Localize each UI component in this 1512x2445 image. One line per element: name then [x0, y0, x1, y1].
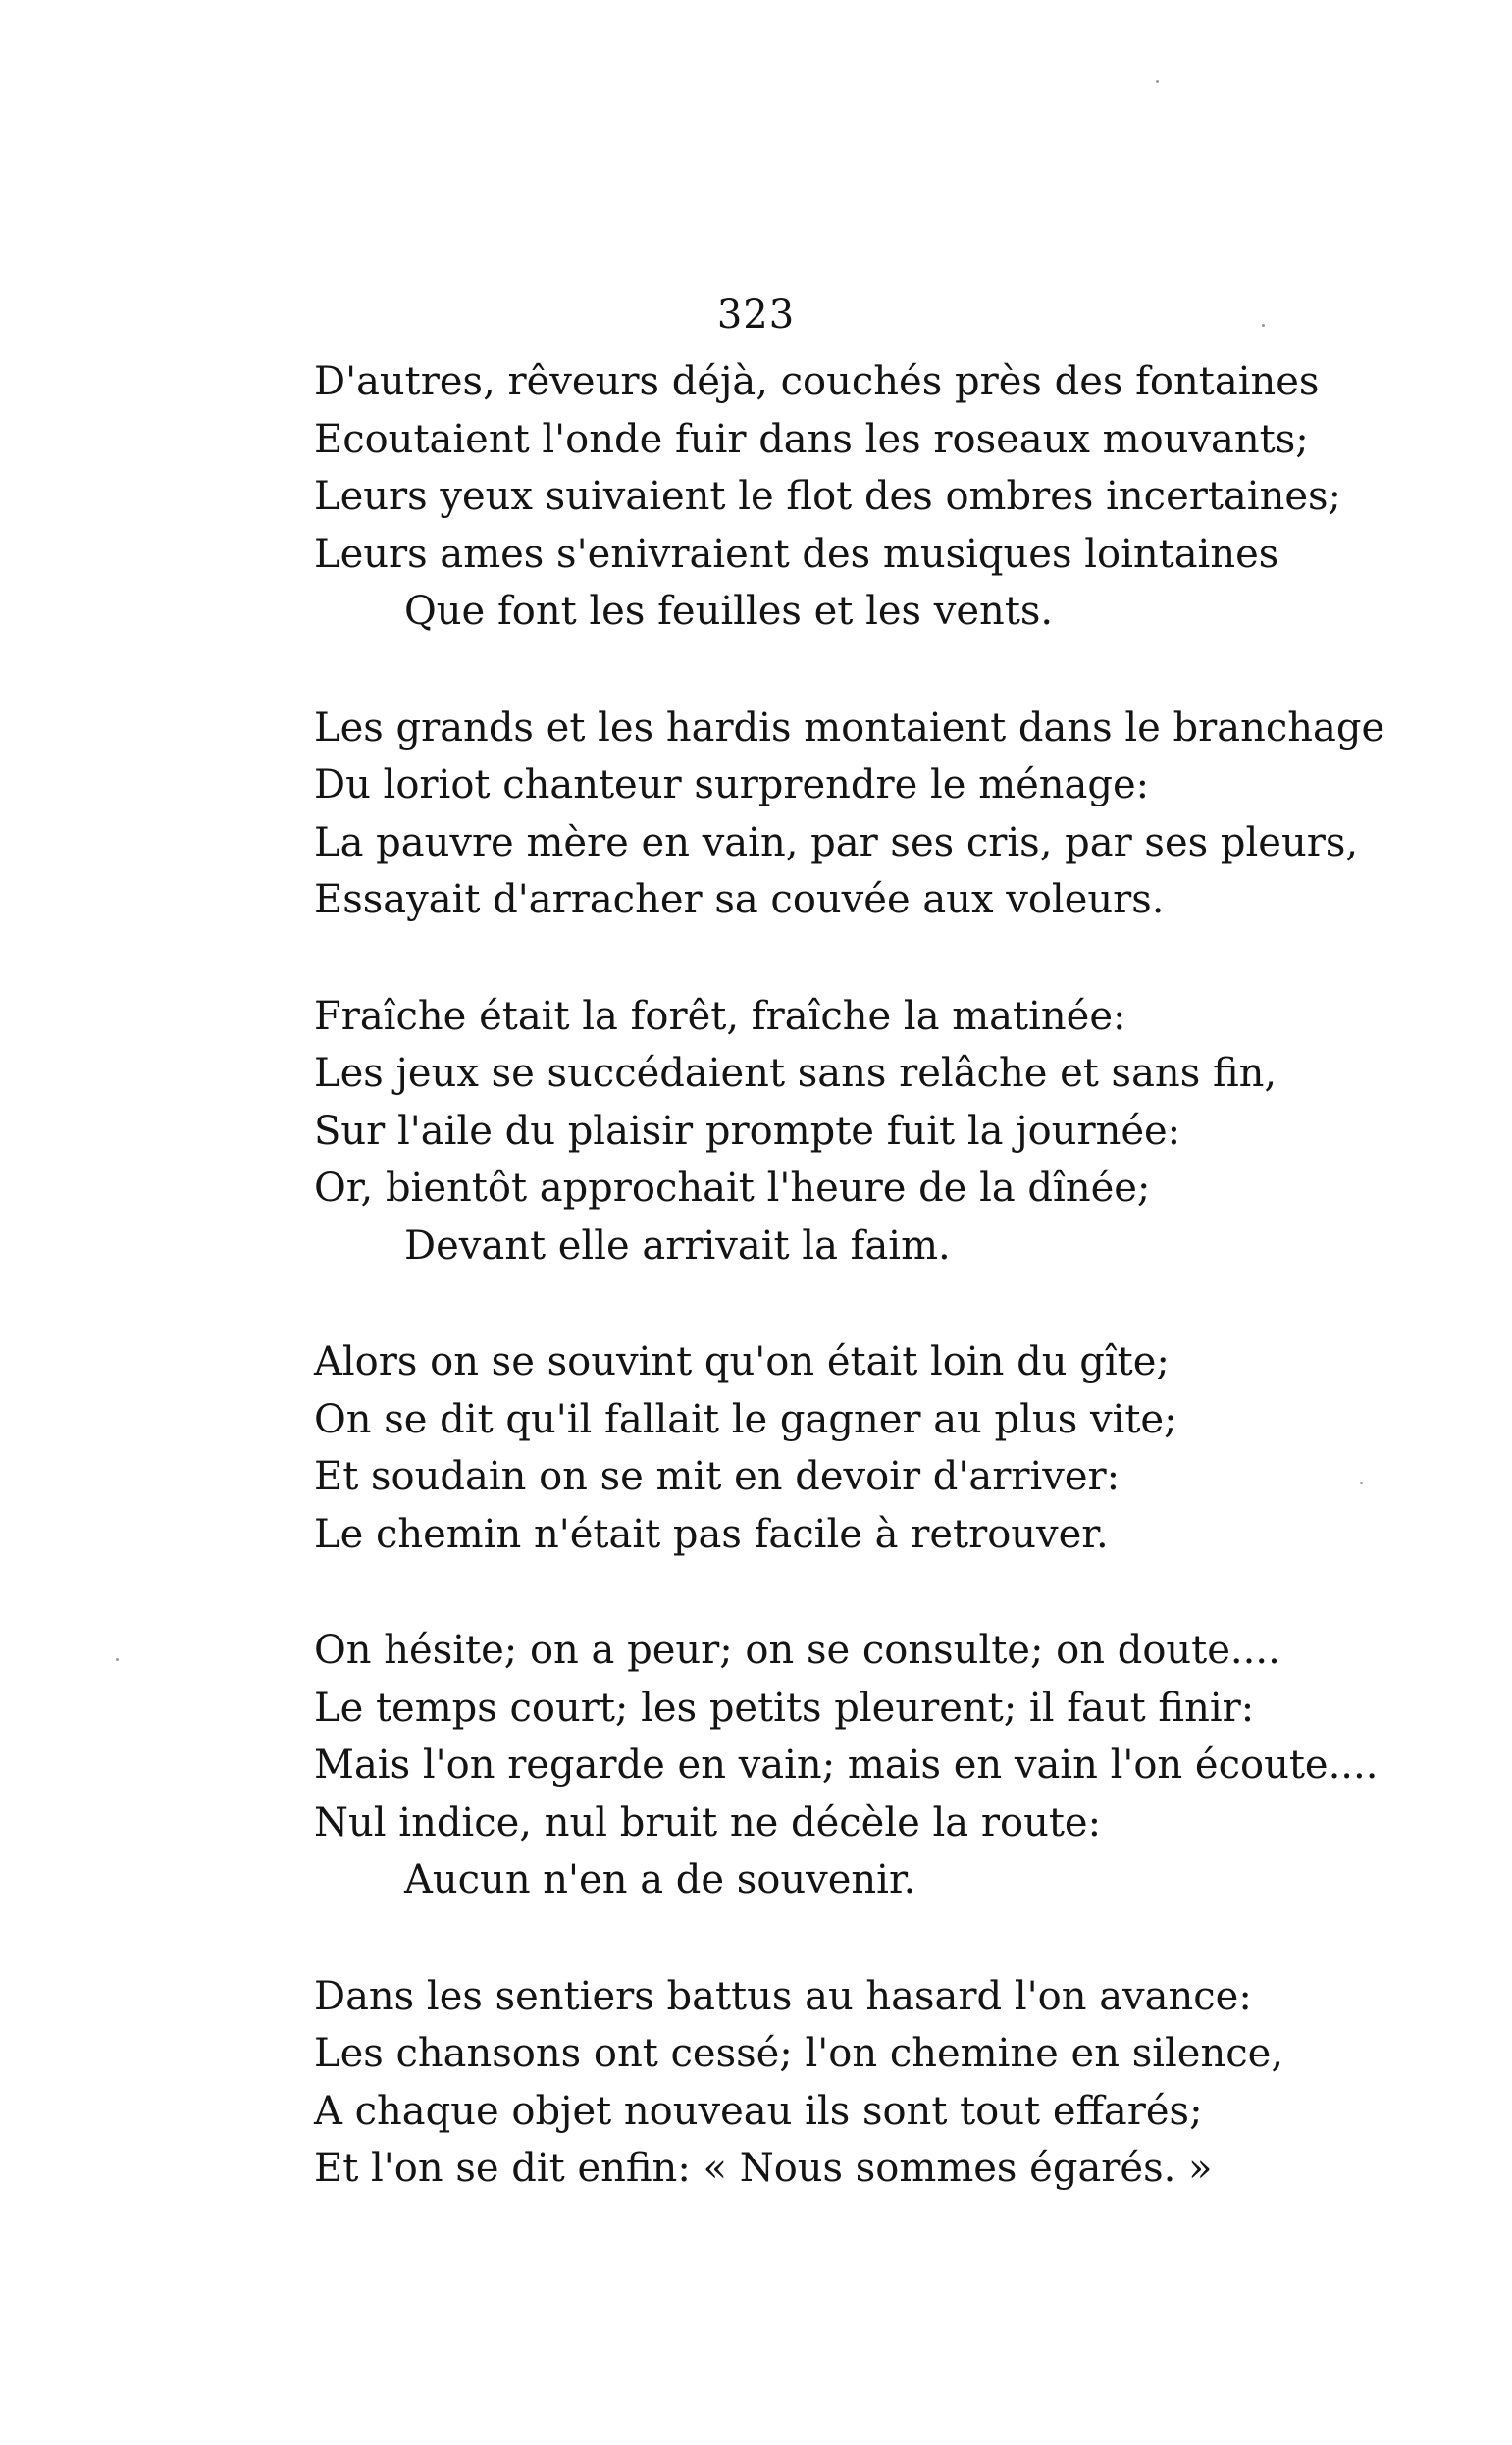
stanza	[314, 1333, 1442, 1563]
verse-line: Du loriot chanteur surprendre le ménage:	[314, 762, 1150, 807]
verse-line: On hésite; on a peur; on se consulte; on doute....	[314, 1628, 1280, 1673]
stanza	[314, 1968, 1442, 2198]
verse-line: A chaque objet nouveau ils sont tout effarés;	[314, 2088, 1203, 2134]
verse-line: Dans les sentiers battus au hasard l'on avance:	[314, 1973, 1252, 2019]
verse-line: Or, bientôt approchait l'heure de la dînée;	[314, 1166, 1151, 1211]
verse-line-indented: Devant elle arrivait la faim.	[404, 1222, 951, 1269]
verse-line: On se dit qu'il fallait le gagner au plus vite;	[314, 1396, 1177, 1442]
stanza	[314, 700, 1442, 929]
verse-line: Les grands et les hardis montaient dans le branchage	[314, 704, 1385, 751]
verse-line: D'autres, rêveurs déjà, couchés près des fontaines	[314, 359, 1320, 404]
paper-speck	[1360, 1482, 1363, 1484]
stanza	[314, 988, 1442, 1275]
verse-line: La pauvre mère en vain, par ses cris, par ses pleurs,	[314, 819, 1359, 865]
verse-line: Et l'on se dit enfin: « Nous sommes égarés. »	[314, 2146, 1213, 2191]
verse-line: Essayait d'arracher sa couvée aux voleurs.	[314, 877, 1165, 922]
verse-line: Les chansons ont cessé; l'on chemine en silence,	[314, 2031, 1284, 2076]
verse-line: Leurs yeux suivaient le flot des ombres incertaines;	[314, 474, 1342, 519]
paper-speck	[116, 1658, 119, 1661]
poem	[314, 353, 1442, 2257]
stanza	[314, 353, 1442, 641]
verse-line: Et soudain on se mit en devoir d'arriver:	[314, 1454, 1121, 1499]
stanza	[314, 1622, 1442, 1909]
verse-line: Le temps court; les petits pleurent; il faut finir:	[314, 1685, 1255, 1731]
verse-line: Leurs ames s'enivraient des musiques lointaines	[314, 531, 1279, 577]
verse-line-indented: Que font les feuilles et les vents.	[404, 589, 1054, 634]
paper-speck	[1156, 80, 1159, 83]
verse-line: Ecoutaient l'onde fuir dans les roseaux mouvants;	[314, 416, 1309, 462]
verse-line: Sur l'aile du plaisir prompte fuit la journée:	[314, 1108, 1181, 1154]
page-number: 323	[716, 292, 796, 338]
paper-speck	[1262, 324, 1265, 327]
verse-line: Le chemin n'était pas facile à retrouver.	[314, 1511, 1109, 1557]
verse-line: Fraîche était la forêt, fraîche la matinée:	[314, 993, 1126, 1039]
verse-line: Mais l'on regarde en vain; mais en vain l'on écoute....	[314, 1743, 1379, 1788]
verse-line-indented: Aucun n'en a de souvenir.	[404, 1857, 916, 1902]
verse-line: Alors on se souvint qu'on était loin du gîte;	[314, 1339, 1170, 1384]
verse-line: Nul indice, nul bruit ne décèle la route:	[314, 1799, 1102, 1846]
verse-line: Les jeux se succédaient sans relâche et sans fin,	[314, 1051, 1277, 1096]
